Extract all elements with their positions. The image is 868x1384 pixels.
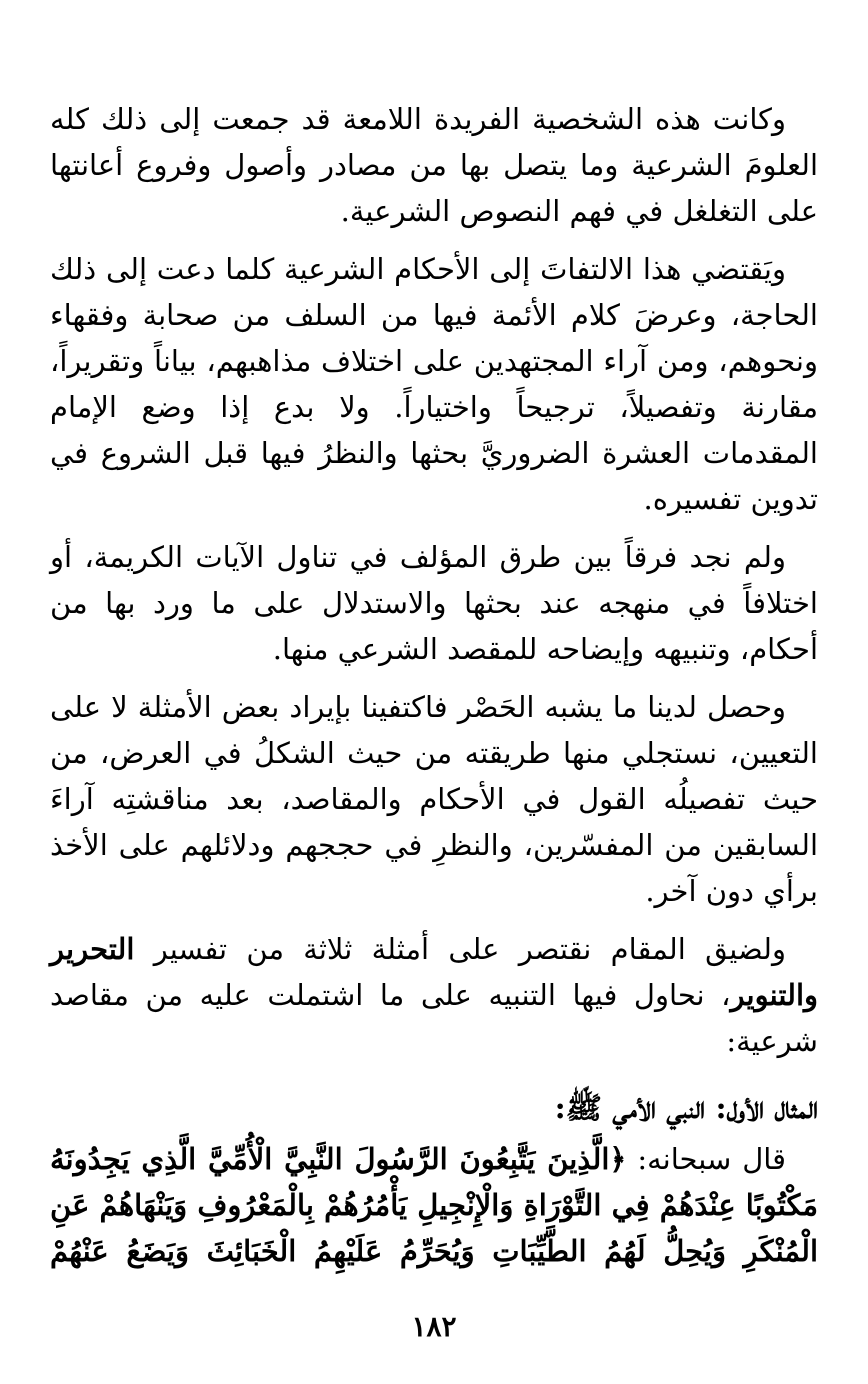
paragraph-5 xyxy=(50,926,818,1064)
paragraph-5-text-before: ولضيق المقام نقتصر على أمثلة ثلاثة من تفسير xyxy=(134,932,786,966)
paragraph-5-text-after: ، نحاول فيها التنبيه على ما اشتملت عليه من مقاصد شرعية: xyxy=(50,978,818,1058)
paragraph-4 xyxy=(50,684,818,914)
paragraph-2-text: ويَقتضي هذا الالتفاتَ إلى الأحكام الشرعية كلما دعت إلى ذلك الحاجة، وعرضَ كلام الأئمة فيها من السلف من صحابة وفقهاء ونحوهم، ومن آراء المجتهدين على اختلاف مذاهبهم، بياناً وتقريراً، مقارنة وتفصيلاً، ترجيحاً واختياراً. ولا بدع إذا وضع الإمام المقدمات العشرة الضروريَّ بحثها والنظرُ فيها قبل الشروع في تدوين تفسيره. xyxy=(50,252,818,516)
page-body xyxy=(50,96,818,1274)
paragraph-4-text: وحصل لدينا ما يشبه الحَصْر فاكتفينا بإيراد بعض الأمثلة لا على التعيين، نستجلي منها طريقته من حيث الشكلُ في العرض، من حيث تفصيلُه القول في الأحكام والمقاصد، بعد مناقشتِه آراءَ السابقين من المفسّرين، والنظرِ في حججهم ودلائلهم على الأخذ برأي دون آخر. xyxy=(50,690,818,908)
paragraph-3 xyxy=(50,534,818,672)
quran-verse: ﴿الَّذِينَ يَتَّبِعُونَ الرَّسُولَ النَّبِيَّ الْأُمِّيَّ الَّذِي يَجِدُونَهُ مَكْتُوبًا عِنْدَهُمْ فِي التَّوْرَاةِ وَالْإِنْجِيلِ يَأْمُرُهُمْ بِالْمَعْرُوفِ وَيَنْهَاهُمْ عَنِ الْمُنْكَرِ وَيُحِلُّ لَهُمُ الطَّيِّبَاتِ وَيُحَرِّمُ عَلَيْهِمُ الْخَبَائِثَ وَيَضَعُ عَنْهُمْ xyxy=(50,1142,818,1268)
paragraph-1 xyxy=(50,96,818,234)
page-number: ١٨٢ xyxy=(411,1310,457,1343)
paragraph-2 xyxy=(50,246,818,522)
paragraph-1-text: وكانت هذه الشخصية الفريدة اللامعة قد جمعت إلى ذلك كله العلومَ الشرعية وما يتصل بها من مصادر وأصول وفروع أعانتها على التغلغل في فهم النصوص الشرعية. xyxy=(50,102,818,228)
quran-quote xyxy=(50,1136,818,1274)
example-heading: المثال الأول: النبي الأمي ﷺ: xyxy=(554,1091,818,1126)
book-title: التحرير والتنوير xyxy=(50,932,818,1012)
quran-intro: قال سبحانه: xyxy=(626,1142,786,1176)
paragraph-3-text: ولم نجد فرقاً بين طرق المؤلف في تناول الآيات الكريمة، أو اختلافاً في منهجه عند بحثها والاستدلال على ما ورد بها من أحكام، وتنبيهه وإيضاحه للمقصد الشرعي منها. xyxy=(50,540,818,666)
